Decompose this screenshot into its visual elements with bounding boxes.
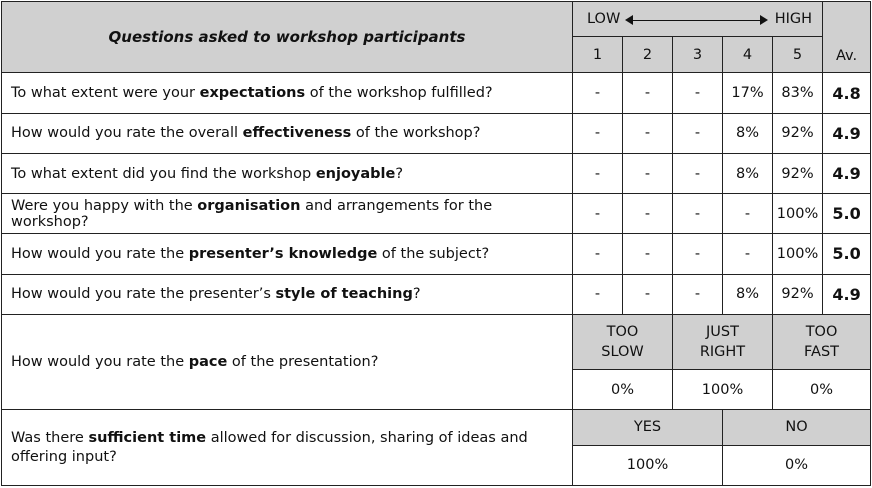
scale-1-header: 1 <box>573 37 623 73</box>
rating-cell: - <box>573 234 623 274</box>
time-question: Was there sufficient time allowed for discussion, sharing of ideas and offering input? <box>2 410 573 486</box>
average-value: 5.0 <box>823 194 871 234</box>
rating-cell: - <box>673 153 723 193</box>
table-row <box>2 73 871 113</box>
average-value: 5.0 <box>823 234 871 274</box>
scale-5-header: 5 <box>773 37 823 73</box>
question-text: How would you rate the overall effectiveness of the workshop? <box>2 113 573 153</box>
rating-cell: - <box>673 234 723 274</box>
rating-cell: - <box>673 73 723 113</box>
pace-value-too-fast: 0% <box>773 370 871 410</box>
rating-cell: 8% <box>723 274 773 314</box>
rating-cell: 100% <box>773 194 823 234</box>
rating-cell: 92% <box>773 274 823 314</box>
rating-cell: - <box>623 234 673 274</box>
rating-cell: 8% <box>723 113 773 153</box>
rating-cell: 17% <box>723 73 773 113</box>
rating-cell: - <box>573 113 623 153</box>
average-value: 4.9 <box>823 274 871 314</box>
rating-cell: - <box>623 73 673 113</box>
arrow-right-icon <box>760 15 768 25</box>
pace-option-just-right: JUST RIGHT <box>673 314 773 369</box>
question-text: To what extent did you find the workshop enjoyable? <box>2 153 573 193</box>
average-value: 4.9 <box>823 113 871 153</box>
pace-question: How would you rate the pace of the presentation? <box>2 314 573 410</box>
low-label: LOW <box>587 11 621 28</box>
scale-3-header: 3 <box>673 37 723 73</box>
average-value: 4.9 <box>823 153 871 193</box>
table-row <box>2 153 871 193</box>
table-row <box>2 113 871 153</box>
average-header: Av. <box>823 2 871 73</box>
pace-option-too-fast: TOO FAST <box>773 314 871 369</box>
table-row <box>2 274 871 314</box>
high-label: HIGH <box>774 11 813 28</box>
time-value-no: 0% <box>723 445 871 485</box>
rating-cell: - <box>623 153 673 193</box>
rating-cell: - <box>623 194 673 234</box>
rating-cell: - <box>623 113 673 153</box>
table-row <box>2 194 871 234</box>
time-value-yes: 100% <box>573 445 723 485</box>
time-row <box>2 410 871 445</box>
rating-cell: - <box>573 274 623 314</box>
question-text: How would you rate the presenter’s style of teaching? <box>2 274 573 314</box>
pace-row <box>2 314 871 369</box>
pace-value-just-right: 100% <box>673 370 773 410</box>
table-row <box>2 234 871 274</box>
rating-cell: 83% <box>773 73 823 113</box>
pace-value-too-slow: 0% <box>573 370 673 410</box>
rating-cell: - <box>673 113 723 153</box>
scale-2-header: 2 <box>623 37 673 73</box>
rating-cell: - <box>673 194 723 234</box>
time-option-yes: YES <box>573 410 723 445</box>
question-text: Were you happy with the organisation and arrangements for the workshop? <box>2 194 573 234</box>
scale-4-header: 4 <box>723 37 773 73</box>
rating-cell: - <box>623 274 673 314</box>
survey-results-table <box>1 1 871 486</box>
pace-option-too-slow: TOO SLOW <box>573 314 673 369</box>
rating-cell: - <box>673 274 723 314</box>
rating-cell: - <box>723 194 773 234</box>
time-option-no: NO <box>723 410 871 445</box>
rating-cell: - <box>573 153 623 193</box>
table-title: Questions asked to workshop participants <box>2 2 573 73</box>
question-text: How would you rate the presenter’s knowledge of the subject? <box>2 234 573 274</box>
scale-arrow-line <box>631 20 762 21</box>
rating-cell: - <box>573 73 623 113</box>
rating-cell: - <box>573 194 623 234</box>
rating-cell: 100% <box>773 234 823 274</box>
rating-cell: - <box>723 234 773 274</box>
scale-header <box>573 2 823 37</box>
question-text: To what extent were your expectations of the workshop fulfilled? <box>2 73 573 113</box>
average-value: 4.8 <box>823 73 871 113</box>
rating-cell: 92% <box>773 153 823 193</box>
rating-cell: 92% <box>773 113 823 153</box>
rating-cell: 8% <box>723 153 773 193</box>
